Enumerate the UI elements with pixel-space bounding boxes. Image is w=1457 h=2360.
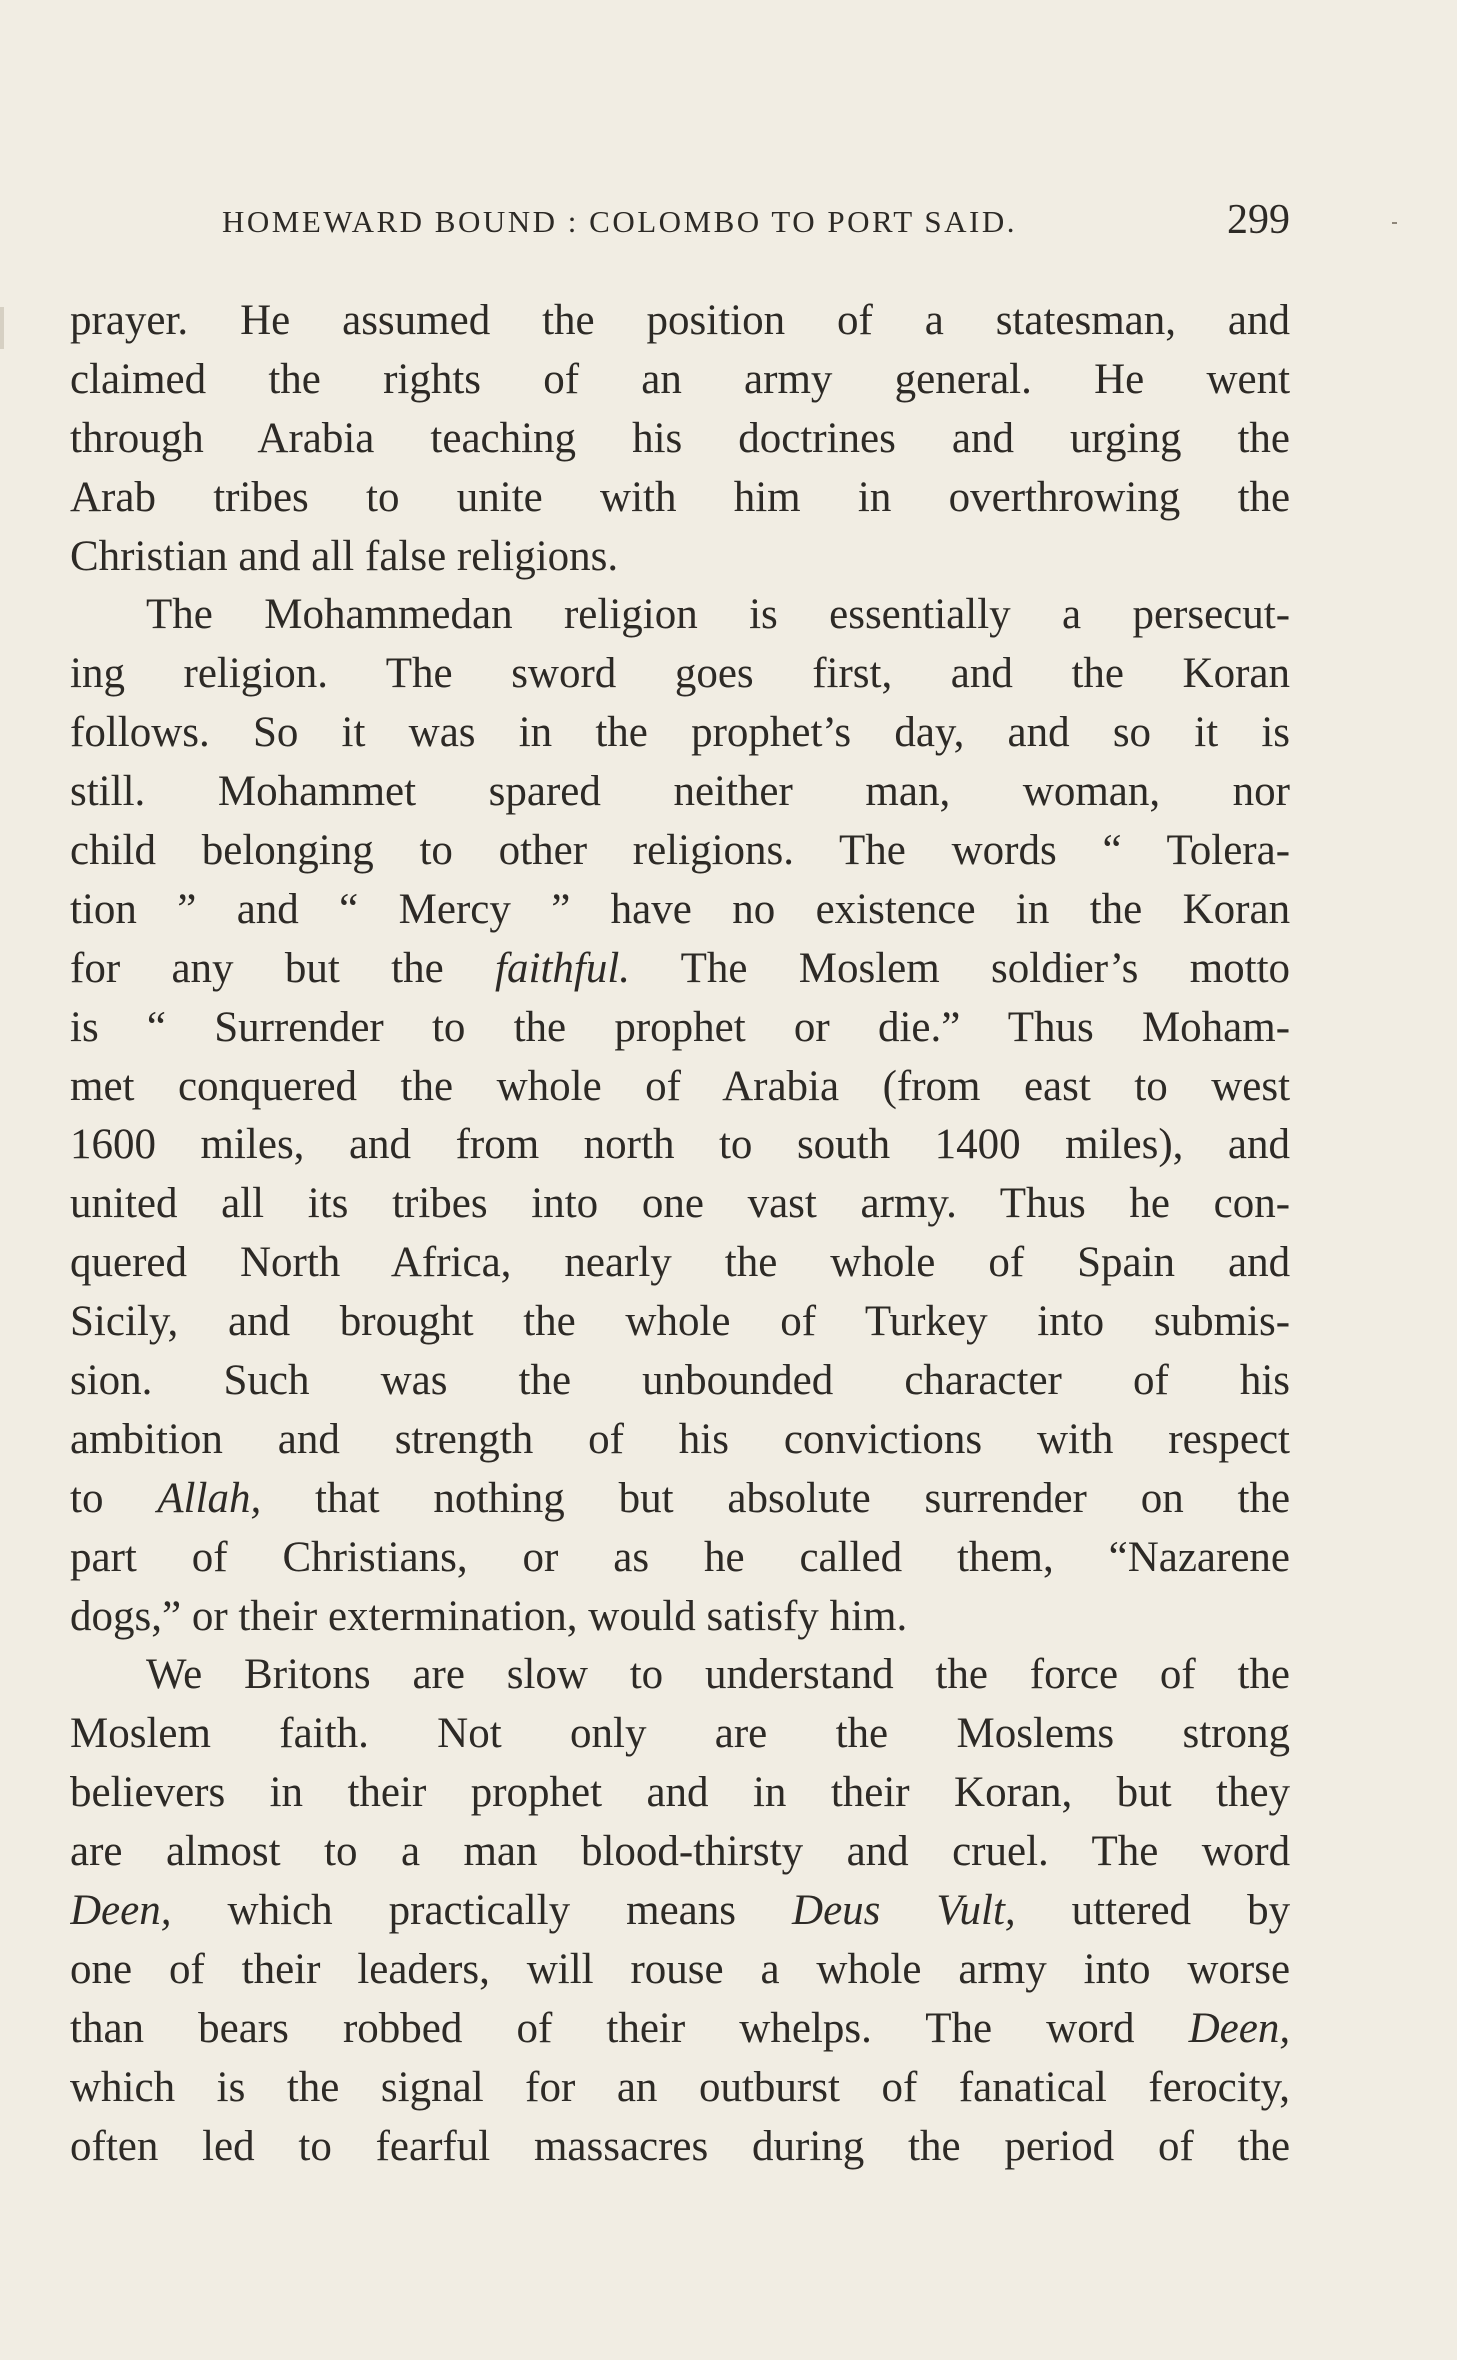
text-line: than bears robbed of their whelps. The word Deen, [70,2004,1290,2052]
text-line: Sicily, and brought the whole of Turkey into submis- [70,1298,1290,1346]
text-line: for any but the faithful. The Moslem soldier’s motto [70,944,1290,992]
text-line: is “ Surrender to the prophet or die.” Thus Moham- [70,1003,1290,1051]
text-line: The Mohammedan religion is essentially a persecut- [146,591,1290,639]
text-line: sion. Such was the unbounded character of his [70,1357,1290,1405]
text-line: We Britons are slow to understand the force of the [146,1651,1290,1699]
text-line: Moslem faith. Not only are the Moslems strong [70,1710,1290,1758]
text-line: Christian and all false religions. [70,532,619,580]
text-line: met conquered the whole of Arabia (from east to west [70,1062,1290,1110]
text-line: still. Mohammet spared neither man, woman, nor [70,768,1290,816]
text-line: dogs,” or their extermination, would satisfy him. [70,1592,908,1640]
page-number: 299 [1227,197,1290,243]
text-line: ambition and strength of his convictions with respect [70,1415,1290,1463]
text-line: claimed the rights of an army general. He went [70,355,1290,403]
text-line: believers in their prophet and in their Koran, but they [70,1769,1290,1817]
text-line: prayer. He assumed the position of a statesman, and [70,297,1290,344]
text-line: follows. So it was in the prophet’s day, and so it is [70,709,1290,757]
running-title: HOMEWARD BOUND : COLOMBO TO PORT SAID. [222,204,1018,239]
text-line: one of their leaders, will rouse a whole army into worse [70,1945,1290,1993]
body-text [70,292,1290,2177]
text-line: are almost to a man blood-thirsty and cruel. The word [70,1828,1290,1876]
text-line: to Allah, that nothing but absolute surrender on the [70,1474,1290,1522]
text-line: tion ” and “ Mercy ” have no existence in the Koran [70,885,1290,933]
text-line: which is the signal for an outburst of fanatical ferocity, [70,2063,1290,2111]
text-line: Deen, which practically means Deus Vult, uttered by [70,1887,1290,1935]
text-line: 1600 miles, and from north to south 1400 miles), and [70,1121,1290,1169]
text-line: quered North Africa, nearly the whole of Spain and [70,1239,1290,1287]
text-line: child belonging to other religions. The words “ Tolera- [70,827,1290,875]
text-line: ing religion. The sword goes first, and the Koran [70,650,1290,698]
text-line: united all its tribes into one vast army. Thus he con- [70,1180,1290,1228]
text-line: Arab tribes to unite with him in overthrowing the [70,473,1290,521]
text-line: through Arabia teaching his doctrines and urging the [70,414,1290,462]
page-edge-mark [0,307,4,349]
running-head [70,196,1290,246]
text-line: part of Christians, or as he called them, “Nazarene [70,1533,1290,1581]
margin-dash-mark [1392,222,1397,224]
text-line: often led to fearful massacres during the period of the [70,2122,1290,2170]
